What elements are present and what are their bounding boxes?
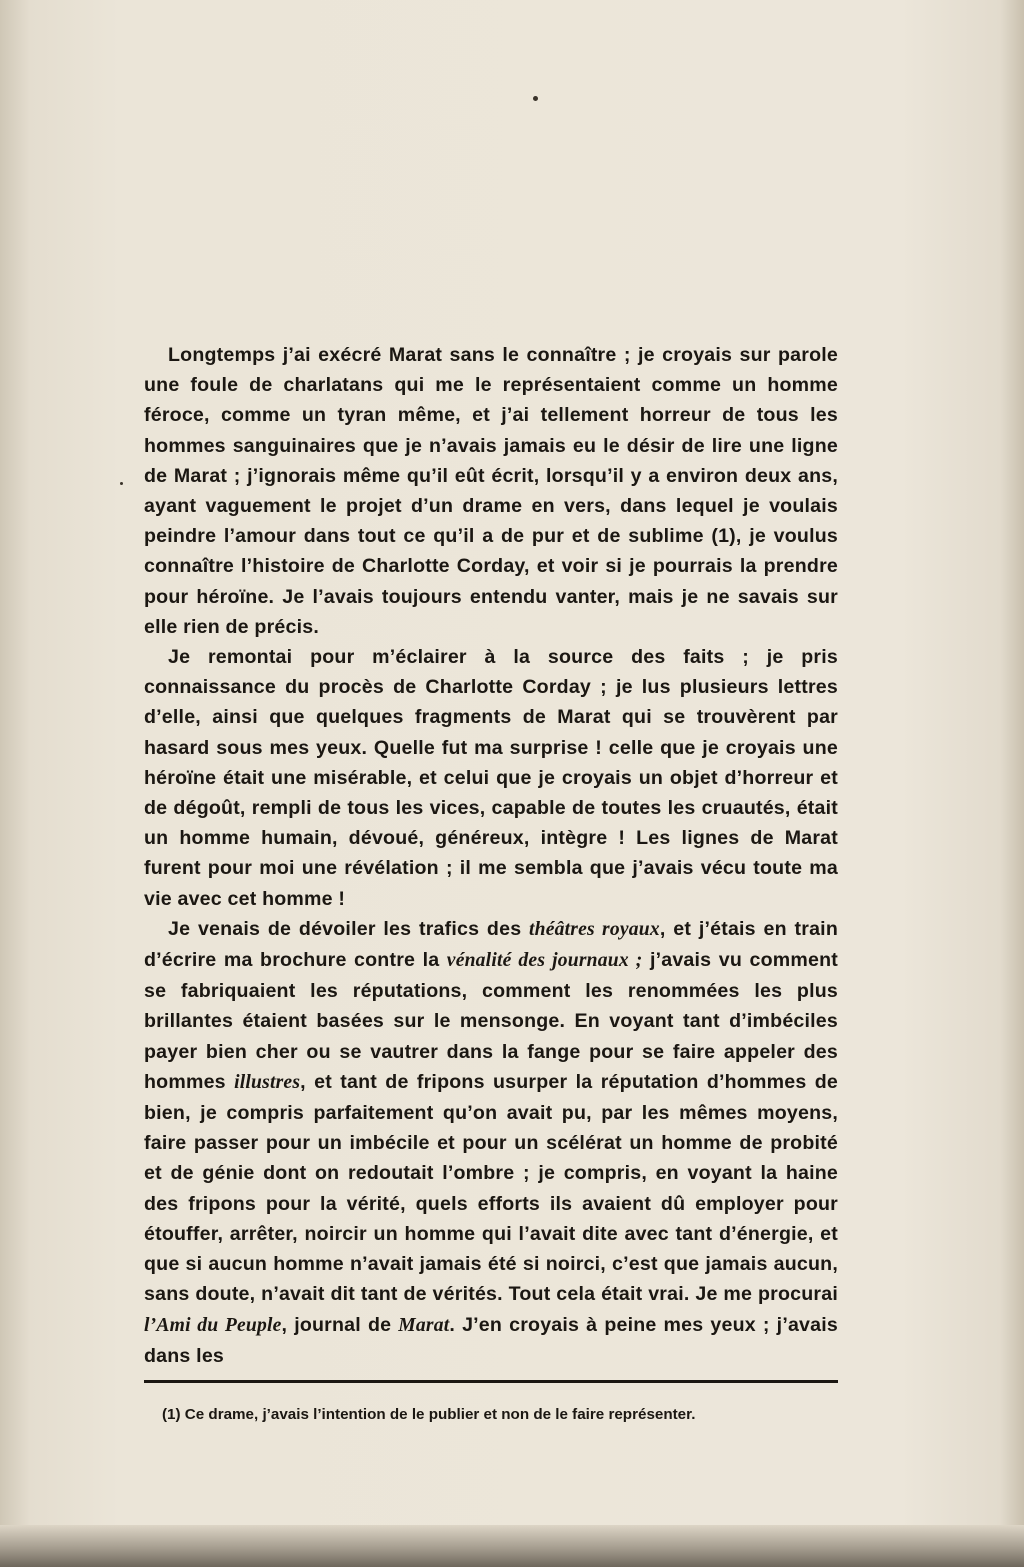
text-run: , et tant de fripons usurper la réputation d’hommes de bien, je compris parfaitement qu’on avait pu, par les mêmes moyens, faire passer pour un imbécile et pour un scélérat un homme de probité et de génie dont on redoutait l’ombre ; je compris, en voyant la haine des fripons pour la vérité, quels efforts ils avaient dû employer pour étouffer, arrêter, noircir un homme qui l’avait dite avec tant d’énergie, et que si aucun homme n’avait jamais été si noirci, c’est que jamais aucun, sans doute, n’avait dit tant de vérités. Tout cela était vrai. Je me procurai <box>144 1070 839 1306</box>
paragraph <box>144 642 838 914</box>
italic-text: l’Ami du Peuple <box>144 1314 282 1336</box>
ink-speck <box>533 96 538 101</box>
text-run: Je venais de dévoiler les trafics des <box>168 917 530 940</box>
ink-speck <box>120 482 123 485</box>
text-run: , journal de <box>281 1313 399 1336</box>
text-run: j’avais vu comment se fabriquaient les réputations, comment les renommées les plus brillantes étaient basées sur le mensonge. En voyant tant d’imbéciles payer bien cher ou se vautrer dans la fange pour se faire appeler des hommes <box>144 949 838 1093</box>
paragraph <box>144 914 838 1371</box>
footnote-rule <box>144 1380 838 1383</box>
body-text <box>144 340 838 1371</box>
footnote: (1) Ce drame, j’avais l’intention de le publier et non de le faire représenter. <box>162 1406 696 1423</box>
italic-text: illustres <box>234 1071 301 1093</box>
italic-text: théâtres royaux <box>529 918 660 940</box>
text-run: Longtemps j’ai exécré Marat sans le connaître ; je croyais sur parole une foule de charlatans qui me le représentaient comme un homme féroce, comme un tyran même, et j’ai tellement horreur de tous les hommes sanguinaires que je n’avais jamais eu le désir de lire une ligne de Marat ; j’ignorais même qu’il eût écrit, lorsqu’il y a environ deux ans, ayant vaguement le projet d’un drame en vers, dans lequel je voulais peindre l’amour dans tout ce qu’il a de pur et de sublime (1), je voulus connaître l’histoire de Charlotte Corday, et voir si je pourrais la prendre pour héroïne. Je l’avais toujours entendu vanter, mais je ne savais sur elle rien de précis. <box>144 344 838 638</box>
text-run: . J’en croyais à peine mes yeux ; j’avais dans les <box>144 1313 838 1367</box>
text-run: Je remontai pour m’éclairer à la source des faits ; je pris connaissance du procès de Charlotte Corday ; je lus plusieurs lettres d’elle, ainsi que quelques fragments de Marat qui se trouvèrent par hasard sous mes yeux. Quelle fut ma surprise ! celle que je croyais une héroïne était une misérable, et celui que je croyais un objet d’horreur et de dégoût, rempli de tous les vices, capable de toutes les cruautés, était un homme humain, dévoué, généreux, intègre ! Les lignes de Marat furent pour moi une révélation ; il me sembla que j’avais vécu toute ma vie avec cet homme ! <box>144 646 838 910</box>
italic-text: Marat <box>398 1314 450 1336</box>
paragraph <box>144 340 838 642</box>
italic-text: vénalité des journaux ; <box>446 950 643 972</box>
page-bottom-edge <box>0 1525 1024 1567</box>
text-run: , et j’étais en train d’écrire ma brochure contre la <box>144 917 838 972</box>
